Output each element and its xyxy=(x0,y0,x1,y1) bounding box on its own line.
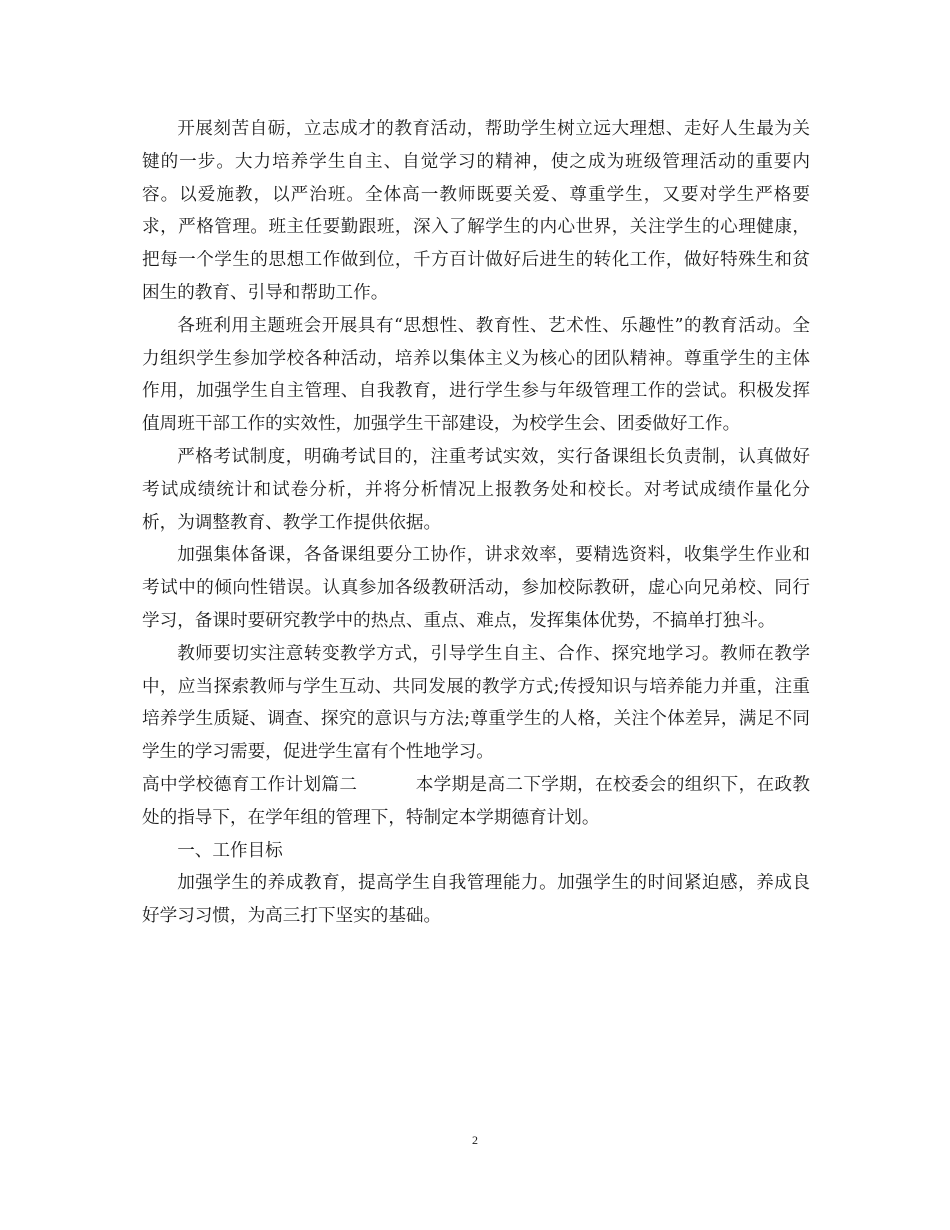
section-heading: 高中学校德育工作计划篇二 xyxy=(142,774,358,795)
section-intro: 本学期是高二下学期，在校委会的组织下，在政教处的指导下，在学年组的管理下，特制定本学期德育计划。 xyxy=(142,774,810,828)
body-paragraph: 各班利用主题班会开展具有“思想性、教育性、艺术性、乐趣性”的教育活动。全力组织学生参加学校各种活动，培养以集体主义为核心的团队精神。尊重学生的主体作用，加强学生自主管理、自我教育，进行学生参与年级管理工作的尝试。积极发挥值周班干部工作的实效性，加强学生干部建设，为校学生会、团委做好工作。 xyxy=(142,315,810,435)
body-paragraph: 严格考试制度，明确考试目的，注重考试实效，实行备课组长负责制，认真做好考试成绩统计和试卷分析，并将分析情况上报教务处和校长。对考试成绩作量化分析，为调整教育、教学工作提供依据。 xyxy=(142,446,810,533)
goals-paragraph: 加强学生的养成教育，提高学生自我管理能力。加强学生的时间紧迫感，养成良好学习习惯，为高三打下坚实的基础。 xyxy=(142,873,810,927)
body-paragraph: 教师要切实注意转变教学方式，引导学生自主、合作、探究地学习。教师在教学中，应当探索教师与学生互动、共同发展的教学方式;传授知识与培养能力并重，注重培养学生质疑、调查、探究的意识与方法;尊重学生的人格，关注个体差异，满足不同学生的学习需要，促进学生富有个性地学习。 xyxy=(142,643,810,763)
page-number: 2 xyxy=(472,1133,478,1147)
document-body xyxy=(142,113,810,933)
body-paragraph: 加强集体备课，各备课组要分工协作，讲求效率，要精选资料，收集学生作业和考试中的倾向性错误。认真参加各级教研活动，参加校际教研，虚心向兄弟校、同行学习，备课时要研究教学中的热点、重点、难点，发挥集体优势，不搞单打独斗。 xyxy=(142,545,810,631)
body-paragraph: 开展刻苦自砺，立志成才的教育活动，帮助学生树立远大理想、走好人生最为关键的一步。大力培养学生自主、自觉学习的精神，使之成为班级管理活动的重要内容。以爱施教，以严治班。全体高一教师既要关爱、尊重学生，又要对学生严格要求，严格管理。班主任要勤跟班，深入了解学生的内心世界，关注学生的心理健康，把每一个学生的思想工作做到位，千方百计做好后进生的转化工作，做好特殊生和贫困生的教育、引导和帮助工作。 xyxy=(142,119,810,303)
subheading-goals: 一、工作目标 xyxy=(177,840,283,861)
section-heading-paragraph xyxy=(142,769,810,835)
